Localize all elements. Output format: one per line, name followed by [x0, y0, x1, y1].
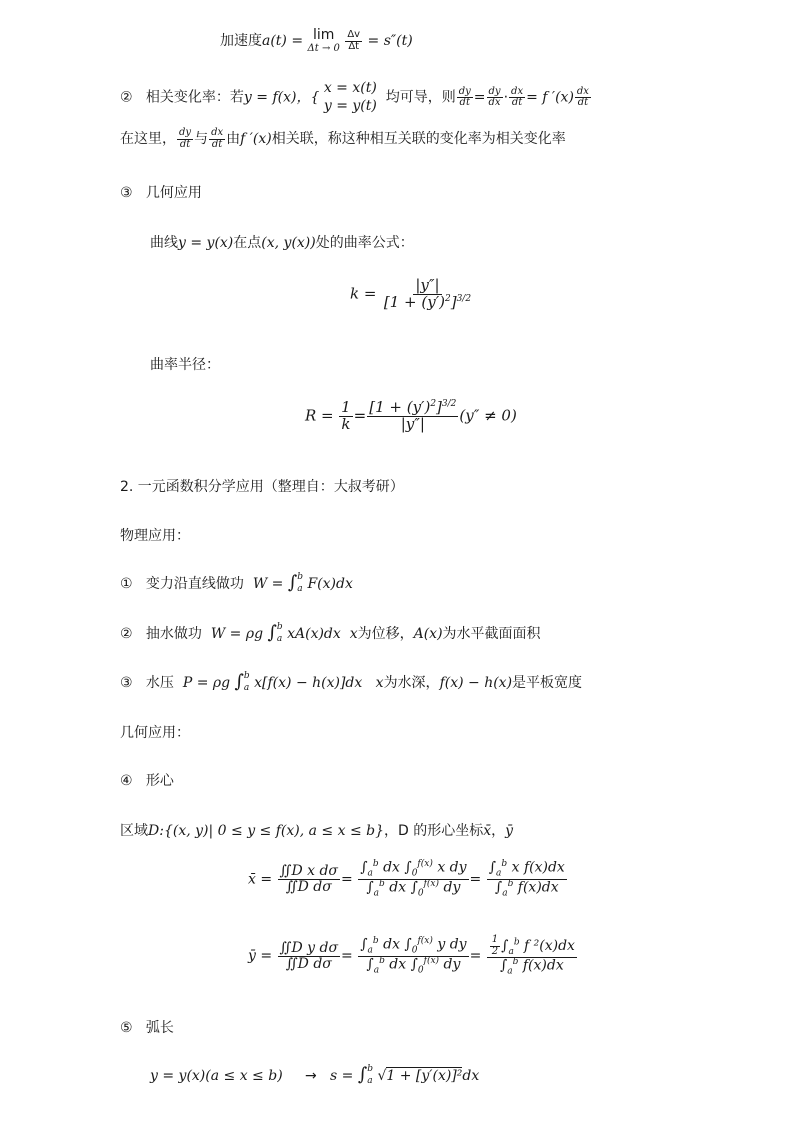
region-definition: 区域D:{(x, y)| 0 ≤ y ≤ f(x), a ≤ x ≤ b}，D 的形心坐标x̄，ȳ: [120, 823, 514, 839]
arc-heading: ⑤ 弧长: [120, 1020, 174, 1036]
physics-heading: 物理应用：: [120, 528, 190, 544]
arc-length-formula: y = y(x)(a ≤ x ≤ b) → s = ∫ b a √1 + [y′(x)]²dx: [150, 1064, 480, 1086]
arrow-icon: →: [304, 1068, 317, 1084]
water-pressure-formula: ③ 水压 P = ρg ∫ b a x[f(x) − h(x)]dx x为水深，f(x) − h(x)是平板宽度: [120, 671, 583, 693]
parametric-system: x = x(t) y = y(t): [323, 80, 377, 114]
pumping-work-formula: ② 抽水做功 W = ρg ∫ b a xA(x)dx x为位移，A(x)为水平截面面积: [120, 622, 541, 644]
work-formula: ① 变力沿直线做功 W = ∫ b a F(x)dx: [120, 572, 353, 594]
xbar-formula: x̄ = $\frac{\text{∬D x dσ}}{\text{∬D dσ}}$ = $\frac{\int_a^b dx \int_0^{f(x)} x dy}{\int_a^b dx \int_0^{f(x)} dy}$ = $\frac{\int_a^b x f(x)dx}{\int_a^b f(x)dx}$: [248, 859, 565, 899]
radius-formula: R = $\frac{1}{k}$ = $\frac{[1 + (y')^2]^{3/2}}{|y''|}$ (y″ ≠ 0): [305, 398, 517, 433]
limit: lim Δt → 0: [307, 27, 340, 55]
curvature-formula: k = $\frac{|y''|}{[1 + (y')^2]^{3/2}}$: [350, 276, 472, 311]
ybar-formula: ȳ = $\frac{\text{∬D y dσ}}{\text{∬D dσ}}$ = $\frac{\int_a^b dx \int_0^{f(x)} y dy}{\int_a^b dx \int_0^{f(x)} dy}$ = $\frac{1}{2}$ $\int_a^b$ f ²(x)dx $\int_a^b$ f(x)dx: [248, 934, 575, 977]
section-2-title: 2. 一元函数积分学应用（整理自：大叔考研）: [120, 479, 404, 495]
geometry-heading: ③ 几何应用: [120, 185, 202, 201]
acceleration-formula: 加速度a(t) = lim Δt → 0 $\frac{\Delta v}{\Delta t}$ = s″(t): [220, 27, 413, 55]
dv-dt-fraction: $\frac{\Delta v}{\Delta t}$: [347, 29, 361, 52]
centroid-heading: ④ 形心: [120, 773, 174, 789]
related-rates-line: ② 相关变化率：若y = f(x)，{ x = x(t) y = y(t) 均可导，则 $\frac{dy}{dt}$ = $\frac{dy}{dx}$ · $\frac{dx}{dt}$ = f ′(x) $\frac{dx}{dt}$: [120, 80, 589, 114]
radius-heading: 曲率半径：: [150, 357, 220, 373]
related-rates-note: 在这里， $\frac{dy}{dt}$ 与 $\frac{dx}{dt}$ 由f ′(x)相关联，称这种相互关联的变化率为相关变化率: [120, 127, 566, 150]
curvature-intro: 曲线y = y(x)在点(x, y(x))处的曲率公式：: [150, 235, 414, 251]
geometry-app-heading: 几何应用：: [120, 725, 190, 741]
